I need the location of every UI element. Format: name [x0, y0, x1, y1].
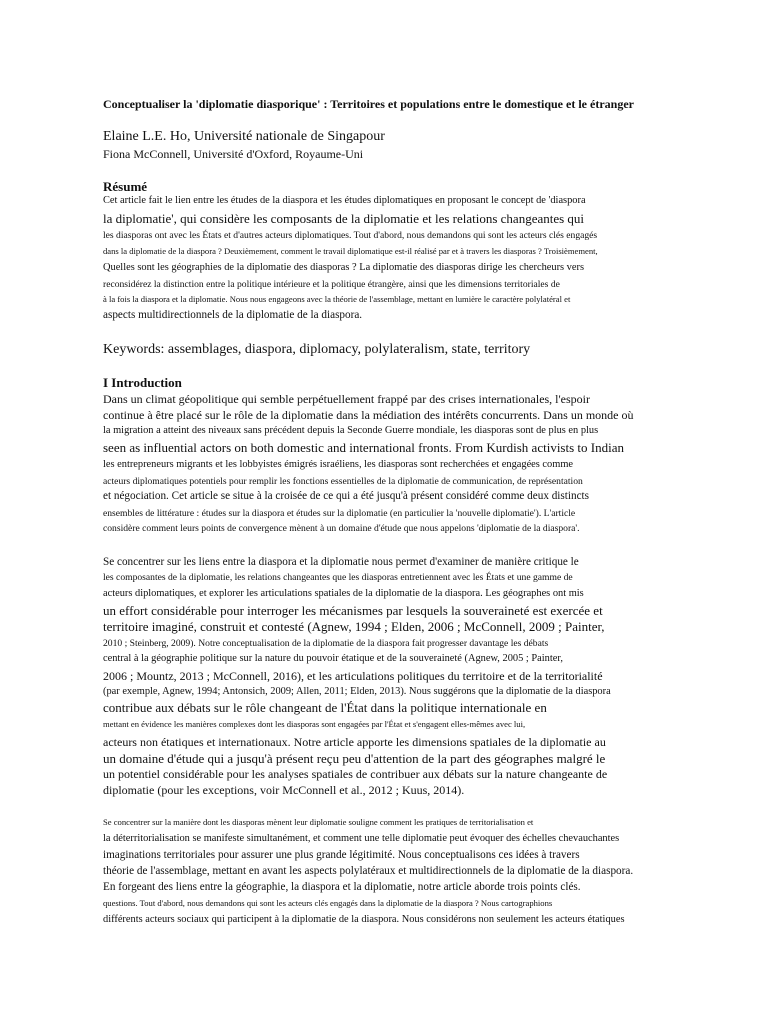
author-primary: Elaine L.E. Ho, Université nationale de Singapour [103, 129, 385, 144]
paragraph-line: un effort considérable pour interroger les mécanismes par lesquels la souveraineté est exercée et [103, 603, 603, 618]
paragraph-line: acteurs diplomatiques potentiels pour remplir les fonctions essentielles de la diplomatie de communication, de représentation [103, 476, 583, 487]
paragraph-line: central à la géographie politique sur la nature du pouvoir étatique et de la souveraineté (Agnew, 2005 ; Painter, [103, 653, 563, 664]
abstract-line: Quelles sont les géographies de la diplomatie des diasporas ? La diplomatie des diasporas dirige les chercheurs vers [103, 262, 584, 273]
paragraph-line: 2006 ; Mountz, 2013 ; McConnell, 2016), et les articulations politiques du territoire et de la territorialité [103, 669, 603, 683]
paragraph-line: un potentiel considérable pour les analyses spatiales de contribuer aux débats sur la nature changeante de [103, 767, 608, 781]
abstract-line: dans la diplomatie de la diaspora ? Deuxièmement, comment le travail diplomatique est-il réalisé par et à travers les diasporas ? Troisièmement, [103, 246, 598, 256]
abstract-line: reconsidérez la distinction entre la politique intérieure et la politique étrangère, ainsi que les dimensions territoriales de [103, 279, 560, 290]
abstract-line: à la fois la diaspora et la diplomatie. Nous nous engageons avec la théorie de l'assemblage, mettant en lumière le caractère polylatéral et [103, 294, 571, 304]
paragraph-line: la déterritorialisation se manifeste simultanément, et comment une telle diplomatie peut évoquer des échelles chevauchantes [103, 833, 620, 844]
abstract-line: Cet article fait le lien entre les études de la diaspora et les études diplomatiques en proposant le concept de 'diaspora [103, 195, 586, 206]
section-heading-introduction: I Introduction [103, 375, 182, 390]
paragraph-line: contribue aux débats sur le rôle changeant de l'État dans la politique internationale en [103, 700, 547, 715]
paragraph-line: imaginations territoriales pour assurer une plus grande légitimité. Nous conceptualisons ces idées à travers [103, 849, 580, 861]
paragraph-line: théorie de l'assemblage, mettant en avant les aspects polylatéraux et multidirectionnels de la diplomatie de la diaspora. [103, 865, 634, 877]
paragraph-line: Dans un climat géopolitique qui semble perpétuellement frappé par des crises internationales, l'espoir [103, 392, 591, 406]
paragraph-line: Se concentrer sur les liens entre la diaspora et la diplomatie nous permet d'examiner de manière critique le [103, 556, 579, 568]
paragraph-line: ensembles de littérature : études sur la diaspora et études sur la diplomatie (en particulier la 'nouvelle diplomatie'). L'article [103, 508, 576, 519]
paragraph-line: 2010 ; Steinberg, 2009). Notre conceptualisation de la diplomatie de la diaspora fait progresser davantage les débats [103, 638, 549, 649]
abstract-line: la diplomatie', qui considère les composants de la diplomatie et les relations changeantes qui [103, 211, 585, 226]
abstract-line: les diasporas ont avec les États et d'autres acteurs diplomatiques. Tout d'abord, nous demandons qui sont les acteurs clés engagés [103, 230, 598, 241]
paragraph-line: continue à être placé sur le rôle de la diplomatie dans la médiation des intérêts concurrents. Dans un monde où [103, 408, 634, 422]
abstract-line: aspects multidirectionnels de la diplomatie de la diaspora. [103, 309, 363, 321]
paragraph-line: En forgeant des liens entre la géographie, la diaspora et la diplomatie, notre article aborde trois points clés. [103, 881, 581, 893]
paragraph-line: différents acteurs sociaux qui participent à la diplomatie de la diaspora. Nous considérons non seulement les acteurs étatiques [103, 914, 625, 925]
paragraph-line: territoire imaginé, construit et contesté (Agnew, 1994 ; Elden, 2006 ; McConnell, 2009 ; Painter, [103, 619, 605, 634]
paragraph-line: Se concentrer sur la manière dont les diasporas mènent leur diplomatie souligne comment les pratiques de territorialisation et [103, 817, 534, 827]
paragraph-line: les entrepreneurs migrants et les lobbyistes émigrés israéliens, les diasporas sont recherchées et engagées comme [103, 459, 574, 470]
paragraph-line: mettant en évidence les manières complexes dont les diasporas sont engagées par l'État et s'engagent elles-mêmes avec lui, [103, 719, 526, 729]
paragraph-line: (par exemple, Agnew, 1994; Antonsich, 2009; Allen, 2011; Elden, 2013). Nous suggérons que la diplomatie de la diaspora [103, 686, 611, 697]
document-title: Conceptualiser la 'diplomatie diasporique' : Territoires et populations entre le domestique et le étranger [103, 97, 634, 111]
abstract-heading: Résumé [103, 179, 148, 194]
keywords: Keywords: assemblages, diaspora, diplomacy, polylateralism, state, territory [103, 342, 531, 357]
author-secondary: Fiona McConnell, Université d'Oxford, Royaume-Uni [103, 147, 364, 161]
paragraph-line: acteurs diplomatiques, et explorer les articulations spatiales de la diplomatie de la diaspora. Les géographes ont mis [103, 588, 584, 599]
paragraph-line: acteurs non étatiques et internationaux. Notre article apporte les dimensions spatiales de la diplomatie au [103, 735, 606, 749]
paragraph-line: seen as influential actors on both domestic and international fronts. From Kurdish activists to Indian [103, 440, 624, 455]
paragraph-line: et négociation. Cet article se situe à la croisée de ce qui a été jusqu'à présent considéré comme deux distincts [103, 490, 590, 502]
paragraph-line: considère comment leurs points de convergence mènent à un domaine d'étude que nous appelons 'diplomatie de la diaspora'. [103, 523, 580, 534]
paragraph-line: diplomatie (pour les exceptions, voir McConnell et al., 2012 ; Kuus, 2014). [103, 783, 465, 797]
paragraph-line: un domaine d'étude qui a jusqu'à présent reçu peu d'attention de la part des géographes malgré le [103, 751, 606, 766]
paragraph-line: les composantes de la diplomatie, les relations changeantes que les diasporas entretiennent avec les États et une gamme de [103, 572, 573, 583]
paragraph-line: la migration a atteint des niveaux sans précédent depuis la Seconde Guerre mondiale, les diasporas sont de plus en plus [103, 425, 599, 436]
paragraph-line: questions. Tout d'abord, nous demandons qui sont les acteurs clés engagés dans la diplomatie de la diaspora ? Nous cartographions [103, 898, 553, 908]
